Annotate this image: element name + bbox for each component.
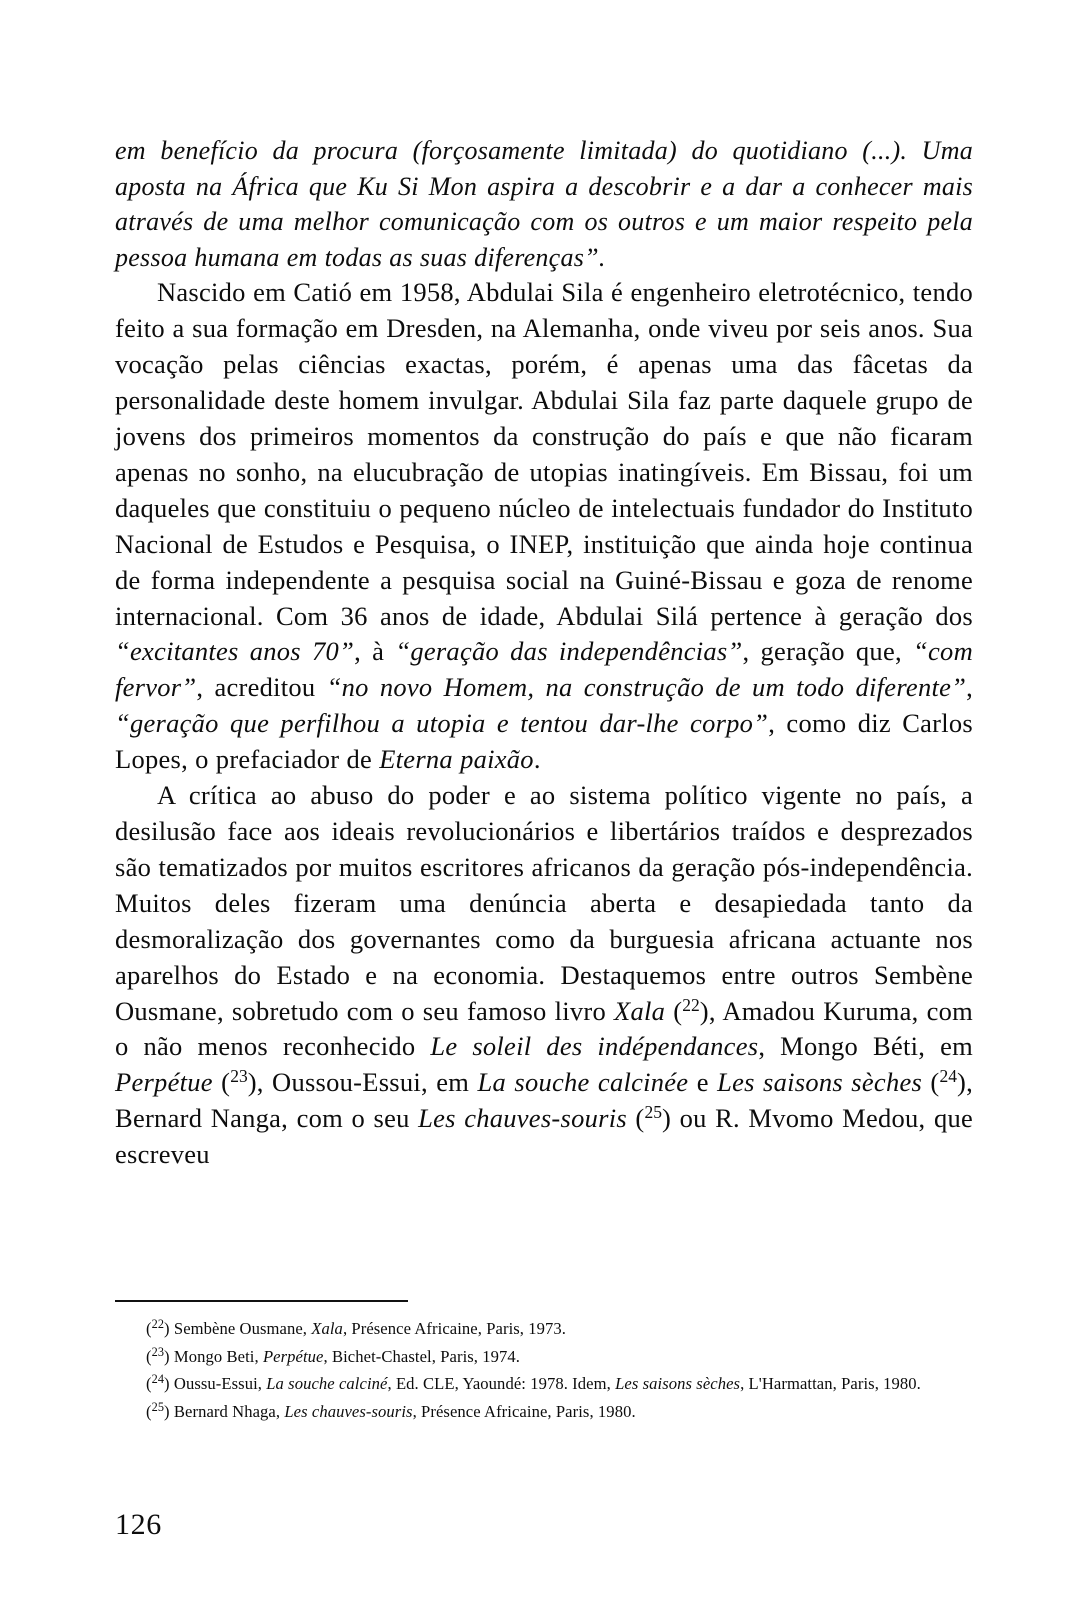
italic-run: “geração das independências” [395,636,743,667]
text-run: ) Oussu-Essui, [164,1374,267,1393]
text-run: ) ou R. Mvomo Medou, que escreveu [115,1103,973,1170]
text-run: , geração que, [742,636,914,667]
text-run: ), Amadou Kuruma, com o não menos reconhecido [115,995,973,1062]
italic-run: “com fervor” [115,636,973,703]
footnote-section [115,1300,973,1426]
footnote-number: 25 [151,1399,165,1414]
italic-run: Les chauves-souris [418,1103,627,1134]
italic-run: La souche calciné [266,1374,388,1393]
footnote-reference: 23 [230,1066,248,1087]
italic-run: “geração que perfilhou a utopia e tentou dar-lhe corpo” [115,708,769,739]
text-run: ( [212,1067,231,1098]
footnote-number: 22 [151,1316,165,1331]
body-text-column [115,133,973,1173]
italic-run: Perpétue [262,1346,324,1366]
italic-run: Perpétue [115,1067,213,1098]
italic-run: Les saisons sèches [717,1067,923,1098]
italic-run: “excitantes anos 70” [115,636,355,667]
text-run: , Mongo Béti, em [758,1031,973,1062]
text-run: e [688,1067,718,1098]
italic-run: La souche calcinée [477,1067,689,1098]
italic-run: Eterna paixão [379,744,534,775]
footnote-separator-rule [115,1300,408,1302]
text-run: . [533,744,541,775]
footnote-open-paren: ( [146,1374,152,1393]
footnote-item [115,1344,973,1371]
italic-run: “no novo Homem, na construção de um todo diferente” [326,672,967,703]
text-run: , como diz Carlos Lopes, o prefaciador de [115,708,973,775]
text-run: ) Mongo Beti, [164,1346,263,1366]
paragraph-biography-abdulai-sila [115,275,973,778]
italic-run: Xala [614,995,666,1026]
text-run: ( [626,1103,645,1134]
text-run: ) Sembène Ousmane, [164,1319,312,1338]
italic-run: Le soleil des indépendances [430,1031,759,1062]
footnote-number: 23 [151,1344,165,1359]
text-run: , Ed. CLE, Yaoundé: 1978. Idem, [387,1374,616,1393]
footnote-item [115,1399,973,1426]
paragraph-quotation-continuation [115,133,973,275]
footnote-reference: 24 [939,1066,957,1087]
text-run: Nascido em Catió em 1958, Abdulai Sila é engenheiro eletrotécnico, tendo feito a sua formação em Dresden, na Alemanha, onde viveu por seis anos. Sua vocação pelas ciências exactas, porém, é apenas uma das fâcetas da personalidade deste homem invulgar. Abdulai Sila faz parte daquele grupo de jovens dos primeiros momentos da construção do país e que não ficaram apenas no sonho, na elucubração de utopias inatingíveis. Em Bissau, foi um daqueles que constituiu o pequeno núcleo de intelectuais fundador do Instituto Nacional de Estudos e Pesquisa, o INEP, instituição que ainda hoje continua de forma independente a pesquisa social na Guiné-Bissau e goza de renome internacional. Com 36 anos de idade, Abdulai Silá pertence à geração dos [115,277,973,631]
italic-run: Les chauves-souris [284,1401,413,1421]
text-run: ( [665,995,683,1026]
text-run: , Présence Africaine, Paris, 1980. [412,1401,636,1421]
footnote-reference: 22 [682,994,700,1015]
text-run: , Bichet-Chastel, Paris, 1974. [323,1346,521,1366]
footnote-item [115,1316,973,1343]
paragraph-critique-post-independence [115,778,973,1173]
text-run: ) Bernard Nhaga, [164,1401,285,1421]
footnote-list [115,1316,973,1425]
italic-run: em benefício da procura (forçosamente limitada) do quotidiano (...). Uma aposta na África que Ku Si Mon aspira a descobrir e a dar a conhecer mais através de uma melhor comunicação com os outros e um maior respeito pela pessoa humana em todas as suas diferenças”. [115,136,973,272]
text-run: ( [922,1067,940,1098]
italic-run: Xala [311,1319,343,1338]
text-run: , à [354,636,396,667]
text-run: , acreditou [196,672,327,703]
footnote-open-paren: ( [146,1346,152,1366]
footnote-reference: 25 [644,1102,662,1123]
footnote-number: 24 [151,1371,165,1386]
text-run: , [966,672,974,703]
text-run: ), Oussou-Essui, em [247,1067,478,1098]
text-run: ), Bernard Nanga, com o seu [115,1067,973,1134]
italic-run: Les saisons sèches [615,1374,741,1393]
page-number: 126 [115,1508,162,1541]
text-run: A crítica ao abuso do poder e ao sistema político vigente no país, a desilusão face aos ideais revolucionários e libertários traídos e desprezados são tematizados por muitos escritores africanos da geração pós-independência. Muitos deles fizeram uma denúncia aberta e desapiedada tanto da desmoralização dos governantes como da burguesia africana actuante nos aparelhos do Estado e na economia. Destaquemos entre outros Sembène Ousmane, sobretudo com o seu famoso livro [115,780,973,1026]
footnote-open-paren: ( [146,1319,152,1338]
text-run: , L'Harmattan, Paris, 1980. [740,1374,921,1393]
footnote-item [115,1371,973,1398]
text-run: , Présence Africaine, Paris, 1973. [342,1319,567,1338]
footnote-open-paren: ( [146,1401,152,1421]
